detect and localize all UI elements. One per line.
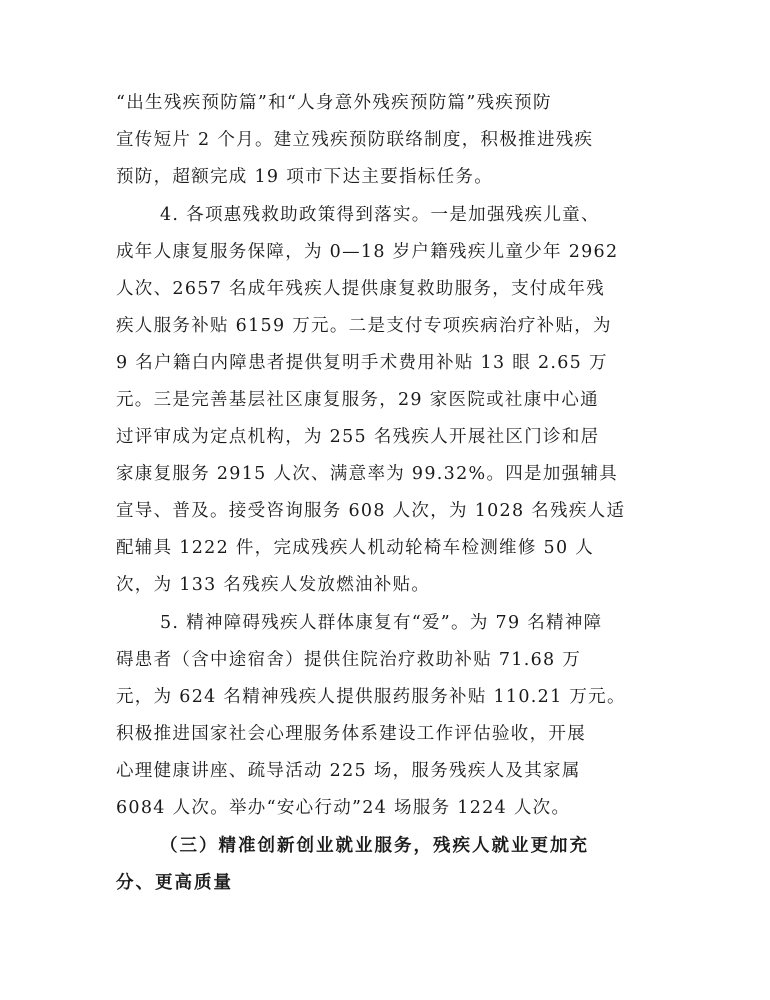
item-4-first-line: 4. 各项惠残救助政策得到落实。一是加强残疾儿童、 <box>160 205 600 225</box>
paragraph-line: “出生残疾预防篇”和“人身意外残疾预防篇”残疾预防 <box>116 93 552 113</box>
section-heading: （三）精准创新创业就业服务，残疾人就业更加充 <box>160 836 589 856</box>
paragraph-line: 宣导、普及。接受咨询服务 608 人次，为 1028 名残疾人适 <box>116 501 626 521</box>
item-5-first-line: 5. 精神障碍残疾人群体康复有“爱”。为 79 名精神障 <box>160 613 603 633</box>
paragraph-line: 心理健康讲座、疏导活动 225 场，服务残疾人及其家属 <box>116 761 581 781</box>
paragraph-line: 次，为 133 名残疾人发放燃油补贴。 <box>116 575 431 595</box>
paragraph-line: 碍患者（含中途宿舍）提供住院治疗救助补贴 71.68 万 <box>116 650 582 670</box>
paragraph-line: 成年人康复服务保障，为 0—18 岁户籍残疾儿童少年 2962 <box>116 242 619 262</box>
paragraph-line: 积极推进国家社会心理服务体系建设工作评估验收，开展 <box>116 724 586 744</box>
section-heading-continued: 分、更高质量 <box>116 873 233 893</box>
paragraph-line: 宣传短片 2 个月。建立残疾预防联络制度，积极推进残疾 <box>116 130 594 150</box>
paragraph-line: 过评审成为定点机构，为 255 名残疾人开展社区门诊和居 <box>116 427 600 447</box>
paragraph-line: 元。三是完善基层社区康复服务，29 家医院或社康中心通 <box>116 390 599 410</box>
paragraph-line: 6084 人次。举办“安心行动”24 场服务 1224 人次。 <box>116 798 571 818</box>
paragraph-line: 家康复服务 2915 人次、满意率为 99.32%。四是加强辅具 <box>116 464 619 484</box>
paragraph-line: 人次、2657 名成年残疾人提供康复救助服务，支付成年残 <box>116 279 605 299</box>
paragraph-line: 预防，超额完成 19 项市下达主要指标任务。 <box>116 167 493 187</box>
paragraph-line: 配辅具 1222 件，完成残疾人机动轮椅车检测维修 50 人 <box>116 538 595 558</box>
paragraph-line: 元，为 624 名精神残疾人提供服药服务补贴 110.21 万元。 <box>116 687 626 707</box>
paragraph-line: 9 名户籍白内障患者提供复明手术费用补贴 13 眼 2.65 万 <box>116 353 608 373</box>
paragraph-line: 疾人服务补贴 6159 万元。二是支付专项疾病治疗补贴，为 <box>116 316 612 336</box>
